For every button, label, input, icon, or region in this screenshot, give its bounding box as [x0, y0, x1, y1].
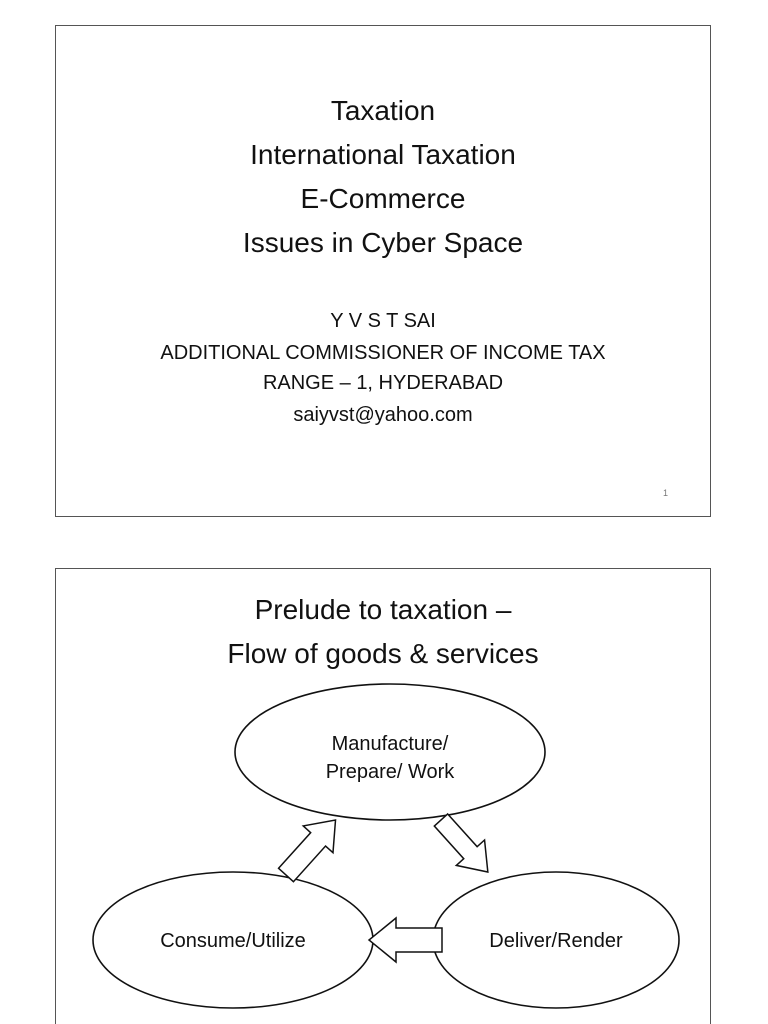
author-block — [56, 309, 710, 427]
author-email: saiyvst@yahoo.com — [293, 404, 473, 426]
flow-diagram — [56, 569, 712, 1024]
slide-2 — [55, 568, 711, 1024]
title-line: E-Commerce — [300, 183, 466, 214]
arrow-deliver-to-consume — [369, 918, 442, 962]
slide-1 — [55, 25, 711, 517]
title-line: Taxation — [330, 95, 436, 126]
title-line: Issues in Cyber Space — [242, 227, 524, 258]
arrow-manufacture-to-deliver — [427, 807, 502, 884]
author-range: RANGE – 1, HYDERABAD — [262, 372, 504, 394]
title-line: Prelude to taxation – — [254, 594, 512, 625]
title-line: Flow of goods & services — [227, 638, 539, 669]
deliver-label: Deliver/Render — [489, 930, 623, 952]
slide-1-title — [56, 89, 710, 265]
consume-label: Consume/Utilize — [160, 930, 306, 952]
manufacture-label-line1: Manufacture/ — [331, 733, 449, 755]
manufacture-label-line2: Prepare/ Work — [325, 761, 455, 783]
author-name: Y V S T SAI — [330, 310, 436, 332]
slide-number: 1 — [662, 488, 668, 498]
title-line: International Taxation — [250, 139, 516, 170]
author-designation: ADDITIONAL COMMISSIONER OF INCOME TAX — [160, 342, 606, 364]
